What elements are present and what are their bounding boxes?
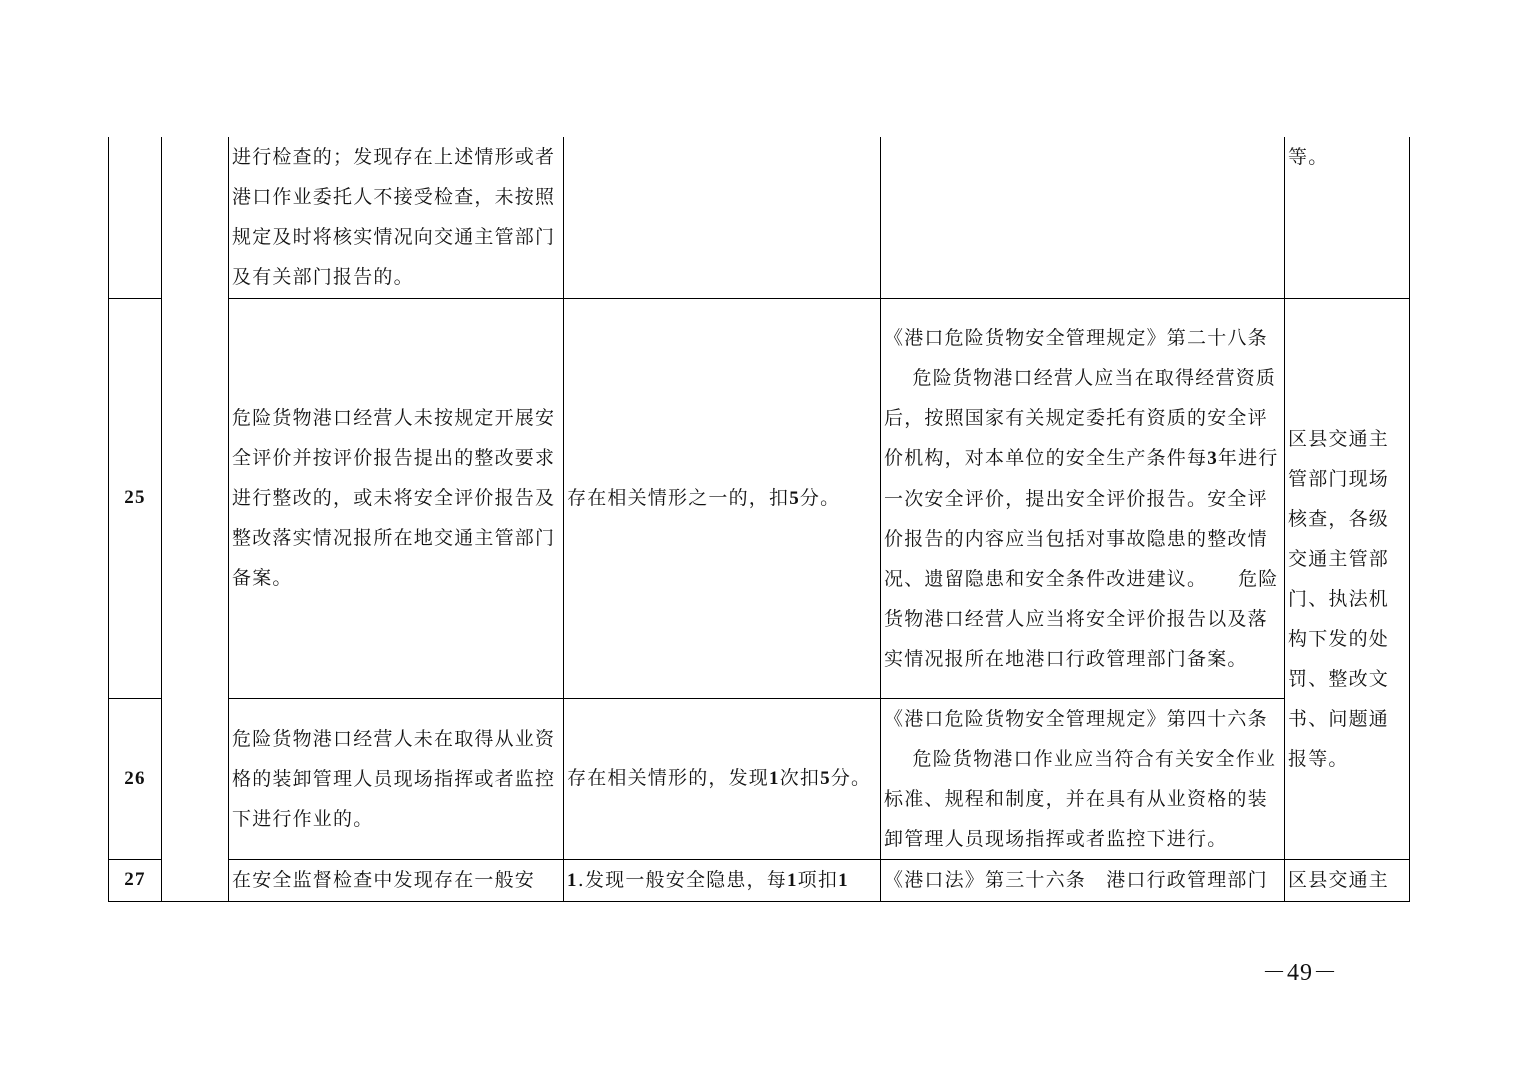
row-number-cell xyxy=(109,137,162,298)
table-row xyxy=(109,298,1410,698)
score-text: 存在相关情形的，发现 xyxy=(567,767,770,789)
method-cell xyxy=(1285,298,1410,859)
method-cell xyxy=(1285,137,1410,298)
basis-title: 《港口危险货物安全管理规定》第二十八条 xyxy=(884,326,1268,349)
item-text: 在安全监督检查中发现存在一般安 xyxy=(232,869,536,891)
page-number: －49－ xyxy=(1262,960,1338,986)
score-text-end: 分。 xyxy=(799,486,841,509)
basis-body-text: 危险货物港口经营人应当在取得经营资质后，按照国家有关规定委托有资质的安全评价机构，对本单位的安全生产条件每 xyxy=(884,366,1277,469)
item-text: 危险货物港口经营人未在取得从业资格的装卸管理人员现场指挥或者监控下进行作业的。 xyxy=(232,727,556,830)
score-cell xyxy=(564,859,881,901)
table-row xyxy=(109,698,1410,859)
score-text-end: 分。 xyxy=(830,767,872,789)
score-text: .发现一般安全隐患，每 xyxy=(577,868,787,891)
regulation-table xyxy=(108,137,1410,902)
table-row xyxy=(109,859,1410,901)
score-number: 1 xyxy=(786,869,798,891)
item-cell xyxy=(229,137,564,298)
item-cell xyxy=(229,859,564,901)
row-number-cell xyxy=(109,298,162,698)
score-text-mid: 项扣 xyxy=(797,868,839,891)
score-number-2: 5 xyxy=(820,768,831,789)
row-number-cell xyxy=(109,698,162,859)
score-number: 1 xyxy=(769,768,780,789)
basis-body-text-end: 年进行一次安全评价，提出安全评价报告。安全评价报告的内容应当包括对事故隐患的整改情况、遗留隐患和安全条件改进建议。 危险货物港口经营人应当将安全评价报告以及落实情况报所在地港口行政管理部门备案。 xyxy=(884,446,1279,670)
score-cell xyxy=(564,298,881,698)
basis-body: 危险货物港口作业应当符合有关安全作业标准、规程和制度，并在具有从业资格的装卸管理人员现场指挥或者监控下进行。 xyxy=(884,747,1277,850)
method-text: 区县交通主管部门现场核查，各级交通主管部门、执法机构下发的处罚、整改文书、问题通报等。 xyxy=(1288,427,1390,770)
basis-cell xyxy=(881,137,1285,298)
score-text-mid: 次扣 xyxy=(779,767,821,789)
row-number: 26 xyxy=(124,767,146,789)
method-text: 等。 xyxy=(1288,146,1329,168)
item-text: 危险货物港口经营人未按规定开展安全评价并按评价报告提出的整改要求进行整改的，或未将安全评价报告及整改落实情况报所在地交通主管部门备案。 xyxy=(232,407,556,589)
item-cell xyxy=(229,298,564,698)
table-row xyxy=(109,137,1410,298)
score-number: 5 xyxy=(789,487,800,509)
basis-cell xyxy=(881,698,1285,859)
score-cell xyxy=(564,698,881,859)
basis-title: 《港口危险货物安全管理规定》第四十六条 xyxy=(884,707,1268,730)
row-number: 27 xyxy=(124,869,146,890)
basis-text: 《港口法》第三十六条 港口行政管理部门 xyxy=(884,869,1268,891)
category-cell xyxy=(162,137,229,901)
item-text: 进行检查的；发现存在上述情形或者港口作业委托人不接受检查，未按照规定及时将核实情况向交通主管部门及有关部门报告的。 xyxy=(232,146,556,289)
row-number-cell xyxy=(109,859,162,901)
score-cell xyxy=(564,137,881,298)
method-cell xyxy=(1285,859,1410,901)
score-text: 存在相关情形之一的，扣 xyxy=(567,486,790,509)
row-number: 25 xyxy=(124,487,146,508)
score-list-number: 1 xyxy=(567,869,578,891)
basis-cell xyxy=(881,859,1285,901)
method-text: 区县交通主 xyxy=(1288,869,1390,891)
item-cell xyxy=(229,698,564,859)
basis-body-number: 3 xyxy=(1207,447,1218,469)
basis-cell xyxy=(881,298,1285,698)
score-number-2: 1 xyxy=(838,869,849,891)
basis-body xyxy=(884,358,1281,679)
